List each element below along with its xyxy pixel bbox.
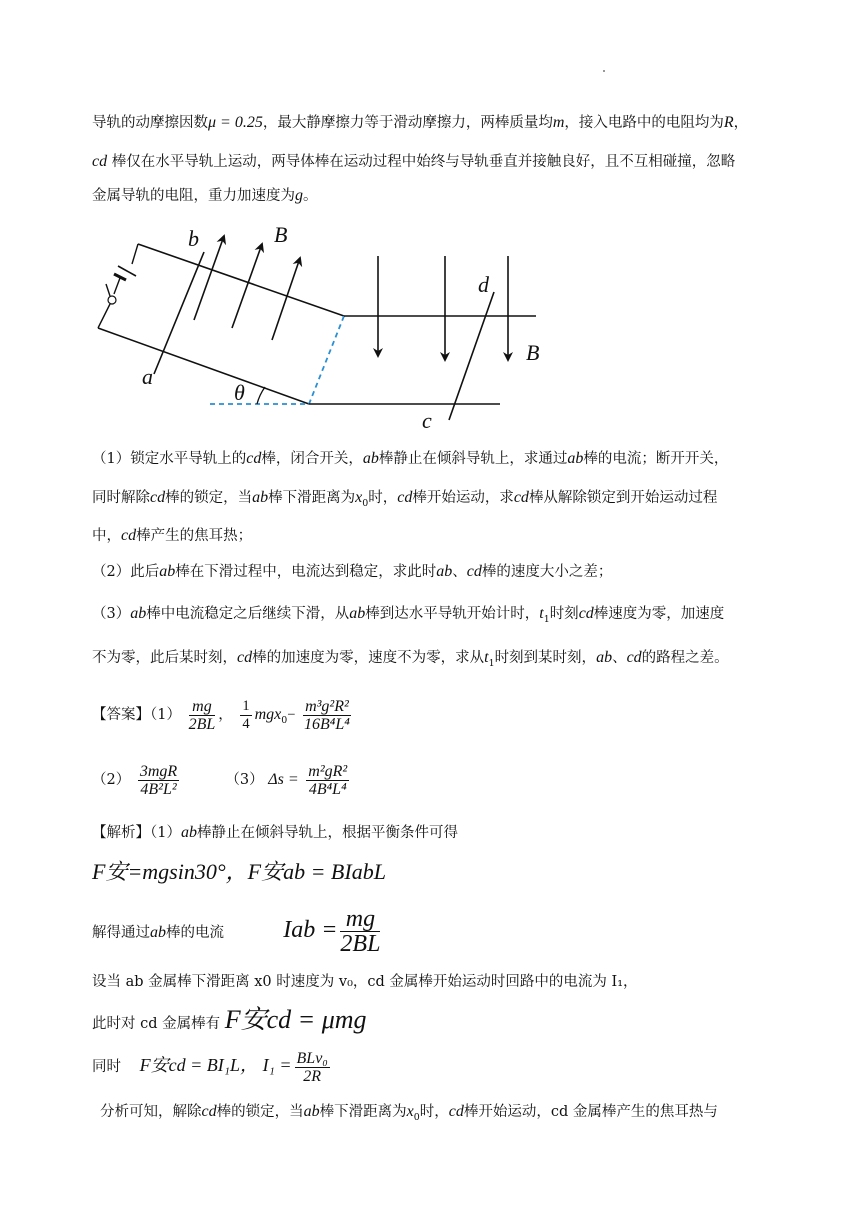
analysis-line-4: 设当 ab 金属棒下滑距离 x0 时速度为 v₀，cd 金属棒开始运动时回路中的电流为 I₁，	[92, 974, 638, 990]
label-a: a	[142, 364, 153, 389]
analysis-line-6: 同时 F安cd = BI₁L， I₁ = $\frac{\text{BLv₀}}{2R}$	[92, 1049, 328, 1085]
label-B-horizontal: B	[526, 340, 540, 365]
q3-line-1: （3）ab棒中电流稳定之后继续下滑，从ab棒到达水平导轨开始计时，$t_1$时刻cd棒速度为零，加速度	[92, 605, 725, 625]
battery-icon	[118, 266, 136, 276]
answer-fraction-5: $\frac{\text{m²gR²}}{\text{4B⁴L⁴}}$	[308, 762, 348, 798]
answer-fraction-4: $\frac{\text{3mgR}}{\text{4B²L²}}$	[139, 762, 178, 798]
answer-line-2: （2） $\frac{\text{3mgR}}{\text{4B²L²}}$ （3） Δs = $\frac{\text{m²gR²}}{\text{4B⁴L⁴}}$	[92, 762, 348, 798]
intro-line-1: 导轨的动摩擦因数μ = 0.25，最大静摩擦力等于滑动摩擦力，两棒质量均m，接入电路中的电阻均为R，	[92, 114, 749, 131]
analysis-line-7: 分析可知，解除cd棒的锁定，当ab棒下滑距离为$x_0$时，cd棒开始运动，cd 金属棒产生的焦耳热与	[100, 1103, 718, 1123]
answer-fraction-2: $\frac{1}{4}$	[242, 697, 250, 732]
answer-label: 【答案】（1）	[92, 707, 181, 723]
q1-line-3: 中，cd棒产生的焦耳热；	[92, 527, 253, 544]
label-theta: θ	[234, 380, 245, 405]
answer-fraction-1: $\frac{mg}{2BL}$	[188, 697, 216, 733]
analysis-line-5: 此时对 cd 金属棒有 F安cd = μmg	[92, 1005, 367, 1034]
switch-icon	[108, 296, 116, 304]
analysis-equation-1: F安=mgsin30°，F安ab = BIabL	[92, 859, 386, 884]
label-d: d	[478, 272, 489, 297]
incline-rail-top	[138, 244, 344, 316]
current-equation: Iab = $\frac{mg}{2BL}$	[283, 905, 381, 957]
label-B-incline: B	[274, 222, 288, 247]
label-c: c	[422, 408, 432, 433]
page-dot	[603, 70, 605, 72]
answer-fraction-3: $\frac{\text{m³g²R²}}{\text{16B⁴L⁴}}$	[304, 697, 350, 733]
analysis-line-3: 解得通过ab棒的电流 Iab = $\frac{mg}{2BL}$	[92, 906, 788, 957]
analysis-line-1: 【解析】（1）ab棒静止在倾斜导轨上，根据平衡条件可得	[92, 824, 458, 841]
q1-line-1: （1）锁定水平导轨上的cd棒，闭合开关，ab棒静止在倾斜导轨上，求通过ab棒的电流；断开开关，	[92, 450, 729, 467]
q2-line: （2）此后ab棒在下滑过程中，电流达到稳定，求此时ab、cd棒的速度大小之差；	[92, 563, 613, 580]
answer-line-1: 【答案】（1） $\frac{mg}{2BL}$ ， $\frac{1}{4}$ mgx$_0$− $\frac{\text{m³g²R²}}{\text{16B⁴L⁴}}$	[92, 697, 350, 733]
rod-cd	[449, 292, 494, 420]
q3-line-2: 不为零，此后某时刻，cd棒的加速度为零，速度不为零，求从$t_1$时刻到某时刻，ab、cd的路程之差。	[92, 649, 729, 669]
intro-line-2: cd 棒仅在水平导轨上运动，两导体棒在运动过程中始终与导轨垂直并接触良好，且不互相碰撞，忽略	[92, 153, 736, 170]
incline-rail-bottom	[98, 328, 309, 404]
q1-line-2: 同时解除cd棒的锁定，当ab棒下滑距离为$x_0$时，cd棒开始运动，求cd棒从解除锁定到开始运动过程	[92, 489, 718, 509]
dashed-junction	[309, 316, 344, 404]
rail-diagram	[92, 222, 552, 437]
label-b: b	[188, 226, 199, 251]
intro-line-3: 金属导轨的电阻，重力加速度为g。	[92, 187, 318, 204]
